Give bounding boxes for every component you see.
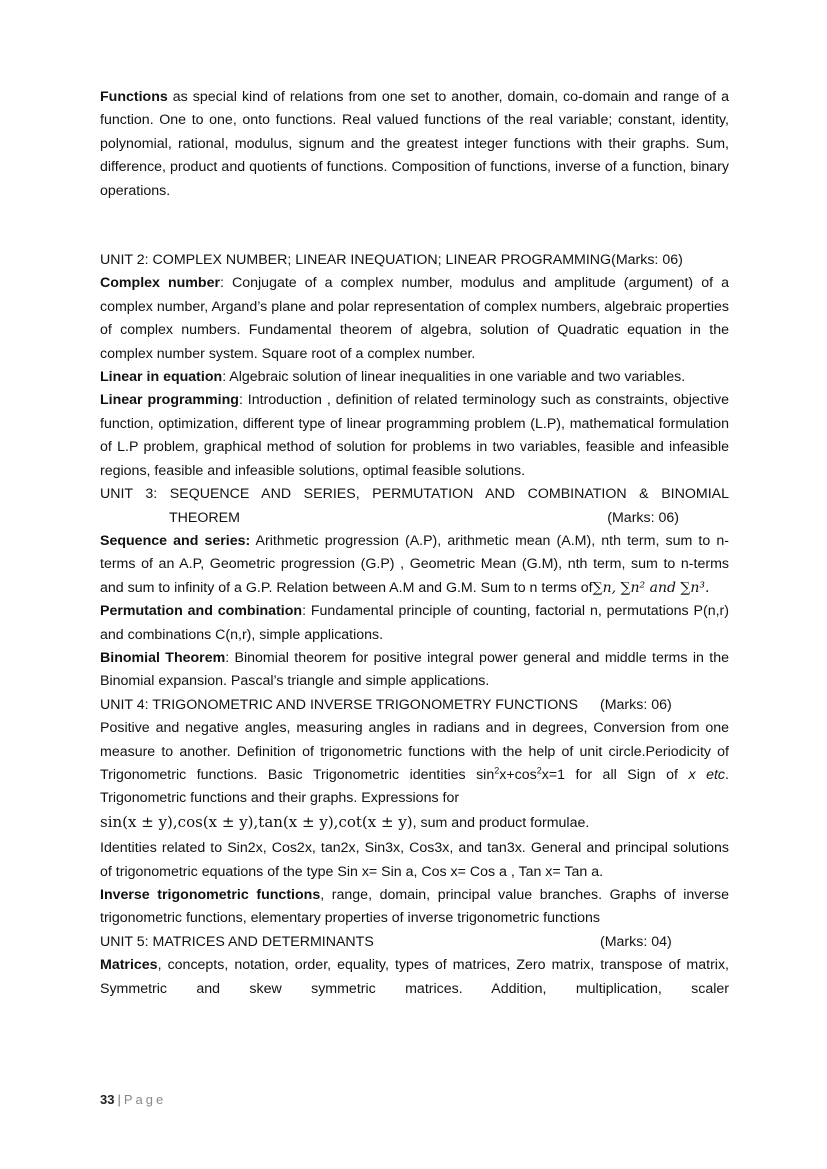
trigonometry-paragraph: Positive and negative angles, measuring angles in radians and in degrees, Conversion from one measure to another. Definition of trigonometric functions with the help of unit circle.Periodicity of Trigonometric functions. Basic Trigonometric identities $\sin^2x+\cos^2x=1$ for all Sign of x etc. Trigonometric functions and their graphs. Expressions for sin(x ± y),cos(x ± y),tan(x ± y),cot(x ± y), sum and product formulae.: [100, 720, 729, 831]
linear-inequation-term: Linear in equation: [100, 369, 223, 386]
unit4-heading: [100, 694, 729, 717]
linear-programming-text: : Introduction , definition of related terminology such as constraints, objective function, optimization, different type of linear programming problem (L.P), mathematical formulation of L.P problem, graphical method of solution for problems in two variables, feasible and infeasible regions, feasible and infeasible solutions, optimal feasible solutions.: [100, 392, 729, 479]
functions-paragraph: [100, 86, 729, 203]
sequence-series-term: Sequence and series:: [100, 532, 251, 549]
binomial-term: Binomial Theorem: [100, 649, 226, 666]
permutation-term: Permutation and combination: [100, 603, 303, 620]
unit5-marks: (Marks: 04): [600, 933, 672, 950]
trig-text-1: Positive and negative angles, measuring angles in radians and in degrees, Conversion from one measure to another. Definition of trigonometric functions with the help of unit circle.Periodicity of Trigonometric functions. Basic Trigonometric identities sin: [100, 720, 729, 783]
sequence-series-paragraph: [100, 530, 729, 600]
unit3-heading-theorem: THEOREM: [169, 509, 240, 526]
functions-term: Functions: [100, 89, 168, 105]
unit3-heading-line2: [100, 507, 729, 530]
trig-text-1e: . Trigonometric functions and their graphs. Expressions for: [100, 766, 729, 807]
matrices-paragraph: [100, 954, 729, 1001]
unit5-heading: [100, 931, 729, 954]
footer-separator: |: [117, 1092, 121, 1107]
linear-inequation-text: : Algebraic solution of linear inequalities in one variable and two variables.: [222, 369, 686, 386]
trig-text-1d: x etc: [688, 766, 726, 783]
identities-text: Identities related to Sin2x, Cos2x, tan2x, Sin3x, Cos3x, and tan3x. General and principal solutions of trigonometric equations of the type Sin x= Sin a, Cos x= Cos a , Tan x= Tan a.: [100, 840, 729, 880]
trig-expr-tail: , sum and product formulae.: [412, 814, 590, 831]
permutation-paragraph: [100, 600, 729, 647]
sum-formula: ∑n, ∑n² and ∑n³.: [592, 579, 710, 596]
unit4-marks: (Marks: 06): [600, 696, 672, 713]
unit2-heading: [100, 249, 729, 272]
unit3-marks: (Marks: 06): [607, 509, 679, 526]
unit3-heading-line1: [100, 483, 729, 506]
page-number: 33: [100, 1092, 115, 1107]
identities-paragraph: [100, 837, 729, 884]
matrices-text: , concepts, notation, order, equality, types of matrices, Zero matrix, transpose of matrix, Symmetric and skew symmetric matrices. Addition, multiplication, scaler: [100, 957, 729, 997]
inverse-trig-paragraph: [100, 884, 729, 931]
trig-text-1c: x=1 for all Sign of: [541, 766, 689, 783]
complex-number-text: : Conjugate of a complex number, modulus and amplitude (argument) of a complex number, Argand’s plane and polar representation of complex numbers, algebraic properties of complex numbers. Fundamental theorem of algebra, solution of Quadratic equation in the complex number system. Square root of a complex number.: [100, 275, 729, 362]
linear-programming-term: Linear programming: [100, 392, 239, 409]
sequence-series-text: Arithmetic progression (A.P), arithmetic mean (A.M), nth term, sum to n-terms of an A.P, Geometric progression (G.P) , Geometric Mean (G.M), nth term, sum to n-terms and sum to infinity of a G.P. Relation between A.M and G.M. Sum to n terms of: [100, 532, 729, 596]
unit4-heading-text: UNIT 4: TRIGONOMETRIC AND INVERSE TRIGONOMETRY FUNCTIONS: [100, 696, 578, 713]
unit3-heading-text: UNIT 3: SEQUENCE AND SERIES, PERMUTATION AND COMBINATION & BINOMIAL: [100, 486, 729, 503]
document-page: [100, 86, 729, 1001]
matrices-term: Matrices: [100, 957, 158, 974]
complex-number-term: Complex number: [100, 275, 220, 292]
complex-number-paragraph: [100, 272, 729, 366]
linear-inequation-paragraph: [100, 366, 729, 389]
binomial-paragraph: [100, 647, 729, 694]
linear-programming-paragraph: [100, 389, 729, 483]
unit5-heading-text: UNIT 5: MATRICES AND DETERMINANTS: [100, 933, 374, 950]
page-footer: [100, 1092, 166, 1107]
binomial-text: : Binomial theorem for positive integral power general and middle terms in the Binomial expansion. Pascal’s triangle and simple applications.: [100, 649, 729, 690]
trig-expressions: sin(x ± y),cos(x ± y),tan(x ± y),cot(x ± y): [100, 812, 413, 831]
trig-text-1b: x+cos: [499, 766, 537, 783]
functions-text: as special kind of relations from one set to another, domain, co-domain and range of a function. One to one, onto functions. Real valued functions of the real variable; constant, identity, polynomial, rational, modulus, signum and the greatest integer functions with their graphs. Sum, difference, product and quotients of functions. Composition of functions, inverse of a function, binary operations.: [100, 89, 729, 199]
permutation-text: : Fundamental principle of counting, factorial n, permutations P(n,r) and combinations C(n,r), simple applications.: [100, 603, 729, 643]
inverse-trig-term: Inverse trigonometric functions: [100, 887, 321, 903]
page-label: Page: [123, 1092, 167, 1107]
unit2-heading-text: UNIT 2: COMPLEX NUMBER; LINEAR INEQUATION; LINEAR PROGRAMMING(Marks: 06): [100, 252, 683, 269]
inverse-trig-text: , range, domain, principal value branches. Graphs of inverse trigonometric functions, elementary properties of inverse trigonometric functions: [100, 887, 729, 927]
